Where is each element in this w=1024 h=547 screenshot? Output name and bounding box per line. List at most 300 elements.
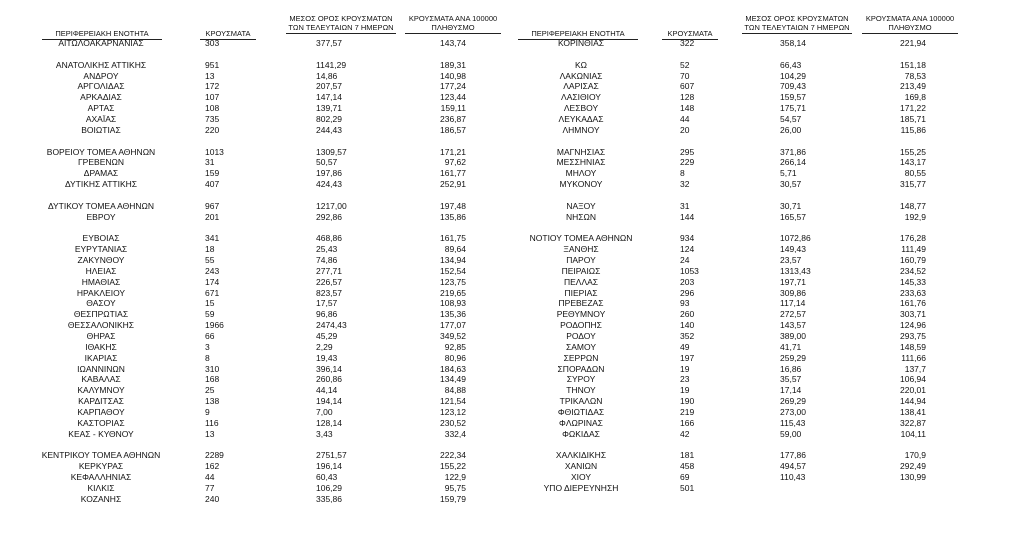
cell-cases: 303 <box>205 38 220 48</box>
cell-rate: 171,21 <box>440 146 466 157</box>
cell-avg: 244,43 <box>316 124 342 135</box>
cell-name: ΚΟΖΑΝΗΣ <box>80 493 122 504</box>
cell-rate: 78,53 <box>904 70 926 81</box>
cell-avg: 277,71 <box>316 265 342 276</box>
cell-name: ΚΑΡΠΑΘΟΥ <box>77 406 125 417</box>
cell-name: ΥΠΟ ΔΙΕΡΕΥΝΗΣΗ <box>543 482 619 493</box>
cell-name: ΠΕΙΡΑΙΩΣ <box>561 265 601 276</box>
cell-cases: 341 <box>205 233 220 244</box>
cell-name: ΛΗΜΝΟΥ <box>562 124 600 135</box>
cell-cases: 77 <box>205 482 215 493</box>
cell-name: ΑΧΑΪΑΣ <box>85 113 117 124</box>
cell-rate: 185,71 <box>900 113 926 124</box>
cell-name: ΑΙΤΩΛΟΑΚΑΡΝΑΝΙΑΣ <box>58 38 144 48</box>
cell-avg: 468,86 <box>316 233 342 244</box>
cell-avg: 60,43 <box>316 472 338 482</box>
cell-avg: 35,57 <box>780 374 802 385</box>
cell-name: ΧΙΟΥ <box>570 472 592 482</box>
cell-rate: 303,71 <box>900 309 926 320</box>
cell-name: ΚΑΛΥΜΝΟΥ <box>77 385 125 396</box>
cell-name: ΔΥΤΙΚΗΣ ΑΤΤΙΚΗΣ <box>64 179 138 190</box>
cell-cases: 20 <box>680 124 690 135</box>
cell-avg: 823,57 <box>316 287 342 298</box>
cell-cases: 124 <box>680 244 695 255</box>
header-rate-line2-right: ΠΛΗΘΥΣΜΟ <box>862 23 958 34</box>
cell-avg: 424,43 <box>316 179 342 190</box>
cell-rate: 123,12 <box>440 406 466 417</box>
cell-name: ΑΝΔΡΟΥ <box>83 70 119 81</box>
cell-rate: 189,31 <box>440 59 466 70</box>
cell-avg: 30,57 <box>780 179 802 190</box>
cell-avg: 7,00 <box>316 406 333 417</box>
header-rate-line1-left: ΚΡΟΥΣΜΑΤΑ ΑΝΑ 100000 <box>408 14 498 23</box>
cell-name: ΚΕΝΤΡΙΚΟΥ ΤΟΜΕΑ ΑΘΗΝΩΝ <box>41 450 161 461</box>
cell-name: ΑΡΤΑΣ <box>87 103 115 114</box>
cell-cases: 108 <box>205 103 220 114</box>
cell-name: ΠΙΕΡΙΑΣ <box>564 287 598 298</box>
cell-avg: 197,71 <box>780 276 806 287</box>
cell-cases: 2289 <box>205 450 224 461</box>
cell-avg: 335,86 <box>316 493 342 504</box>
cell-cases: 951 <box>205 59 220 70</box>
cell-rate: 155,22 <box>440 461 466 472</box>
cell-rate: 161,77 <box>440 168 466 179</box>
cell-rate: 108,93 <box>440 298 466 309</box>
cell-rate: 80,96 <box>444 352 466 363</box>
cell-avg: 389,00 <box>780 330 806 341</box>
cell-rate: 230,52 <box>440 417 466 428</box>
header-region-right: ΠΕΡΙΦΕΡΕΙΑΚΗ ΕΝΟΤΗΤΑ <box>518 29 638 40</box>
cell-rate: 233,63 <box>900 287 926 298</box>
cell-rate: 148,77 <box>900 200 926 211</box>
cell-cases: 168 <box>205 374 220 385</box>
cell-rate: 171,22 <box>900 103 926 114</box>
cell-avg: 50,57 <box>316 157 338 168</box>
cell-rate: 145,33 <box>900 276 926 287</box>
cell-avg: 494,57 <box>780 461 806 472</box>
cell-rate: 111,66 <box>901 352 926 363</box>
cell-name: ΕΒΡΟΥ <box>86 211 116 222</box>
cell-cases: 140 <box>680 320 695 331</box>
cell-name: ΔΡΑΜΑΣ <box>83 168 119 179</box>
cell-name: ΑΡΚΑΔΙΑΣ <box>80 92 122 103</box>
header-avg-line2-right: ΤΩΝ ΤΕΛΕΥΤΑΙΩΝ 7 ΗΜΕΡΩΝ <box>742 23 852 34</box>
cell-cases: 93 <box>680 298 690 309</box>
cell-rate: 123,44 <box>440 92 466 103</box>
cell-rate: 315,77 <box>900 179 926 190</box>
cell-avg: 197,86 <box>316 168 342 179</box>
cell-name: ΠΡΕΒΕΖΑΣ <box>558 298 604 309</box>
cell-cases: 13 <box>205 70 215 81</box>
cell-avg: 149,43 <box>780 244 806 255</box>
cell-avg: 159,57 <box>780 92 806 103</box>
cell-avg: 59,00 <box>780 428 802 439</box>
cell-rate: 169,8 <box>904 92 926 103</box>
cell-avg: 207,57 <box>316 81 342 92</box>
cell-cases: 55 <box>205 255 215 265</box>
cell-cases: 69 <box>680 472 690 482</box>
cell-cases: 107 <box>205 92 220 103</box>
cell-name: ΚΕΑΣ - ΚΥΘΝΟΥ <box>68 428 134 439</box>
cell-avg: 2751,57 <box>316 450 347 461</box>
cell-cases: 201 <box>205 211 220 222</box>
cell-avg: 371,86 <box>780 146 806 157</box>
cell-rate: 177,24 <box>440 81 466 92</box>
cell-avg: 66,43 <box>780 59 802 70</box>
cell-name: ΦΘΙΩΤΙΔΑΣ <box>557 406 605 417</box>
cell-name: ΛΑΚΩΝΙΑΣ <box>559 70 603 81</box>
cell-name: ΝΑΞΟΥ <box>566 200 596 211</box>
cell-cases: 220 <box>205 124 220 135</box>
cell-cases: 1966 <box>205 320 224 331</box>
cell-name: ΚΕΦΑΛΛΗΝΙΑΣ <box>70 472 132 482</box>
cell-rate: 111,49 <box>901 244 926 255</box>
cell-cases: 24 <box>680 255 690 265</box>
cell-cases: 52 <box>680 59 690 70</box>
cell-avg: 194,14 <box>316 396 342 407</box>
cell-rate: 143,17 <box>900 157 926 168</box>
cell-avg: 272,57 <box>780 309 806 320</box>
cell-rate: 184,63 <box>440 363 466 374</box>
cell-name: ΕΥΡΥΤΑΝΙΑΣ <box>74 244 128 255</box>
cell-rate: 106,94 <box>900 374 926 385</box>
cell-name: ΝΗΣΩΝ <box>565 211 597 222</box>
cell-rate: 220,01 <box>900 385 926 396</box>
cell-rate: 177,07 <box>440 320 466 331</box>
cell-rate: 144,94 <box>900 396 926 407</box>
cell-name: ΑΝΑΤΟΛΙΚΗΣ ΑΤΤΙΚΗΣ <box>55 59 147 70</box>
cell-cases: 166 <box>680 417 695 428</box>
cell-cases: 44 <box>205 472 215 482</box>
cell-name: ΜΑΓΝΗΣΙΑΣ <box>556 146 606 157</box>
cell-name: ΠΑΡΟΥ <box>566 255 596 265</box>
header-rate-line1-right: ΚΡΟΥΣΜΑΤΑ ΑΝΑ 100000 <box>865 14 955 23</box>
cell-avg: 110,43 <box>780 472 806 482</box>
cell-cases: 934 <box>680 233 695 244</box>
cell-avg: 269,29 <box>780 396 806 407</box>
header-cases-right: ΚΡΟΥΣΜΑΤΑ <box>662 29 718 40</box>
cell-rate: 80,55 <box>904 168 926 179</box>
cell-rate: 186,57 <box>440 124 466 135</box>
cell-name: ΙΩΑΝΝΙΝΩΝ <box>77 363 125 374</box>
cell-name: ΛΑΣΙΘΙΟΥ <box>561 92 601 103</box>
cell-name: ΚΑΣΤΟΡΙΑΣ <box>77 417 125 428</box>
cell-avg: 273,00 <box>780 406 806 417</box>
cell-name: ΙΚΑΡΙΑΣ <box>84 352 118 363</box>
cell-name: ΡΕΘΥΜΝΟΥ <box>556 309 606 320</box>
cell-rate: 140,98 <box>440 70 466 81</box>
cell-rate: 213,49 <box>900 81 926 92</box>
cell-rate: 322,87 <box>900 417 926 428</box>
cell-cases: 174 <box>205 276 220 287</box>
cell-name: ΔΥΤΙΚΟΥ ΤΟΜΕΑ ΑΘΗΝΩΝ <box>47 200 155 211</box>
header-cases-left: ΚΡΟΥΣΜΑΤΑ <box>200 29 256 40</box>
cell-cases: 501 <box>680 482 695 493</box>
cell-cases: 23 <box>680 374 690 385</box>
cell-name: ΣΠΟΡΑΔΩΝ <box>557 363 605 374</box>
cell-name: ΚΙΛΚΙΣ <box>87 482 115 493</box>
cell-cases: 19 <box>680 385 690 396</box>
cell-rate: 84,88 <box>444 385 466 396</box>
cell-name: ΘΕΣΣΑΛΟΝΙΚΗΣ <box>67 320 135 331</box>
cell-cases: 407 <box>205 179 220 190</box>
cell-rate: 151,18 <box>900 59 926 70</box>
cell-avg: 2474,43 <box>316 320 347 331</box>
cell-name: ΦΛΩΡΙΝΑΣ <box>559 417 603 428</box>
cell-name: ΙΘΑΚΗΣ <box>85 341 117 352</box>
cell-avg: 1072,86 <box>780 233 811 244</box>
cell-name: ΘΕΣΠΡΩΤΙΑΣ <box>73 309 129 320</box>
cell-cases: 116 <box>205 417 219 428</box>
cell-avg: 117,14 <box>780 298 806 309</box>
cell-cases: 159 <box>205 168 220 179</box>
cell-name: ΜΗΛΟΥ <box>565 168 597 179</box>
cell-avg: 259,29 <box>780 352 806 363</box>
cell-rate: 332,4 <box>444 428 466 439</box>
cell-cases: 1013 <box>205 146 224 157</box>
header-region-left: ΠΕΡΙΦΕΡΕΙΑΚΗ ΕΝΟΤΗΤΑ <box>42 29 162 40</box>
cell-avg: 128,14 <box>316 417 342 428</box>
cell-cases: 128 <box>680 92 695 103</box>
cell-cases: 148 <box>680 103 695 114</box>
cell-avg: 802,29 <box>316 113 342 124</box>
cell-cases: 229 <box>680 157 695 168</box>
cell-rate: 97,62 <box>444 157 466 168</box>
cell-rate: 95,75 <box>444 482 466 493</box>
cell-cases: 162 <box>205 461 220 472</box>
cell-cases: 203 <box>680 276 695 287</box>
cell-name: ΗΛΕΙΑΣ <box>85 265 117 276</box>
cell-avg: 175,71 <box>780 103 806 114</box>
cell-avg: 266,14 <box>780 157 806 168</box>
cell-cases: 19 <box>680 363 690 374</box>
cell-cases: 458 <box>680 461 695 472</box>
cell-cases: 296 <box>680 287 695 298</box>
cell-avg: 1313,43 <box>780 265 811 276</box>
cell-rate: 148,59 <box>900 341 926 352</box>
header-rate-line2-left: ΠΛΗΘΥΣΜΟ <box>405 23 501 34</box>
cell-avg: 44,14 <box>316 385 338 396</box>
cell-rate: 192,9 <box>904 211 926 222</box>
cell-cases: 31 <box>205 157 215 168</box>
cell-name: ΜΕΣΣΗΝΙΑΣ <box>556 157 606 168</box>
cell-rate: 159,11 <box>440 103 466 114</box>
cell-cases: 18 <box>205 244 215 255</box>
cell-avg: 96,86 <box>316 309 338 320</box>
cell-avg: 396,14 <box>316 363 342 374</box>
cell-rate: 236,87 <box>440 113 466 124</box>
cell-avg: 14,86 <box>316 70 338 81</box>
cell-avg: 74,86 <box>316 255 338 265</box>
cell-rate: 152,54 <box>440 265 466 276</box>
cell-avg: 358,14 <box>780 38 806 48</box>
cell-avg: 309,86 <box>780 287 806 298</box>
cell-rate: 176,28 <box>900 233 926 244</box>
cell-rate: 134,94 <box>440 255 466 265</box>
cell-name: ΣΥΡΟΥ <box>566 374 596 385</box>
cell-avg: 2,29 <box>316 341 333 352</box>
cell-cases: 310 <box>205 363 220 374</box>
cell-cases: 295 <box>680 146 695 157</box>
cell-rate: 135,86 <box>440 211 466 222</box>
cell-name: ΡΟΔΟΥ <box>566 330 596 341</box>
cell-name: ΛΑΡΙΣΑΣ <box>563 81 599 92</box>
cell-avg: 143,57 <box>780 320 806 331</box>
cell-name: ΘΑΣΟΥ <box>86 298 116 309</box>
cell-cases: 967 <box>205 200 220 211</box>
cell-name: ΖΑΚΥΝΘΟΥ <box>77 255 125 265</box>
cell-name: ΚΩ <box>574 59 588 70</box>
cell-name: ΝΟΤΙΟΥ ΤΟΜΕΑ ΑΘΗΝΩΝ <box>529 233 633 244</box>
cell-rate: 161,76 <box>900 298 926 309</box>
cell-avg: 16,86 <box>780 363 802 374</box>
cell-name: ΣΑΜΟΥ <box>565 341 596 352</box>
cell-cases: 138 <box>205 396 220 407</box>
cell-rate: 159,79 <box>440 493 466 504</box>
cell-avg: 25,43 <box>316 244 338 255</box>
cell-name: ΚΑΡΔΙΤΣΑΣ <box>78 396 124 407</box>
cell-rate: 222,34 <box>440 450 466 461</box>
cell-avg: 45,29 <box>316 330 338 341</box>
cell-rate: 349,52 <box>440 330 466 341</box>
cell-rate: 170,9 <box>904 450 926 461</box>
cell-rate: 252,91 <box>440 179 466 190</box>
cell-name: ΘΗΡΑΣ <box>86 330 116 341</box>
header-avg-line1-right: ΜΕΣΟΣ ΟΡΟΣ ΚΡΟΥΣΜΑΤΩΝ <box>745 14 849 23</box>
cell-rate: 138,41 <box>900 406 926 417</box>
cell-rate: 137,7 <box>904 363 926 374</box>
cell-name: ΗΡΑΚΛΕΙΟΥ <box>76 287 126 298</box>
cell-rate: 234,52 <box>900 265 926 276</box>
cell-cases: 42 <box>680 428 690 439</box>
cell-avg: 41,71 <box>780 341 802 352</box>
cell-cases: 31 <box>680 200 690 211</box>
cell-rate: 219,65 <box>440 287 466 298</box>
cell-cases: 70 <box>680 70 690 81</box>
cell-cases: 240 <box>205 493 220 504</box>
cell-name: ΚΑΒΑΛΑΣ <box>81 374 121 385</box>
cell-rate: 143,74 <box>440 38 466 48</box>
cell-cases: 172 <box>205 81 220 92</box>
cell-name: ΧΑΝΙΩΝ <box>564 461 598 472</box>
cell-rate: 134,49 <box>440 374 466 385</box>
cell-name: ΞΑΝΘΗΣ <box>563 244 599 255</box>
cell-rate: 115,86 <box>900 124 926 135</box>
cell-name: ΛΕΥΚΑΔΑΣ <box>558 113 604 124</box>
cell-rate: 197,48 <box>440 200 466 211</box>
cell-avg: 1141,29 <box>316 59 347 70</box>
cell-name: ΡΟΔΟΠΗΣ <box>560 320 602 331</box>
cell-avg: 147,14 <box>316 92 342 103</box>
cell-cases: 607 <box>680 81 695 92</box>
cell-name: ΒΟΙΩΤΙΑΣ <box>81 124 121 135</box>
cell-cases: 13 <box>205 428 215 439</box>
cell-avg: 292,86 <box>316 211 342 222</box>
cell-avg: 115,43 <box>780 417 806 428</box>
cell-cases: 181 <box>680 450 695 461</box>
cell-rate: 135,36 <box>440 309 466 320</box>
cell-name: ΣΕΡΡΩΝ <box>563 352 599 363</box>
cell-rate: 122,9 <box>444 472 466 482</box>
cell-name: ΕΥΒΟΙΑΣ <box>82 233 120 244</box>
cell-avg: 260,86 <box>316 374 342 385</box>
cell-cases: 32 <box>680 179 690 190</box>
cell-avg: 1217,00 <box>316 200 347 211</box>
cell-cases: 735 <box>205 113 220 124</box>
cell-rate: 130,99 <box>900 472 926 482</box>
cell-rate: 104,11 <box>900 428 926 439</box>
cell-avg: 104,29 <box>780 70 806 81</box>
cell-name: ΚΕΡΚΥΡΑΣ <box>78 461 124 472</box>
cell-rate: 89,64 <box>444 244 466 255</box>
cell-cases: 322 <box>680 38 695 48</box>
cell-avg: 19,43 <box>316 352 338 363</box>
cell-avg: 177,86 <box>780 450 806 461</box>
cell-rate: 221,94 <box>900 38 926 48</box>
cell-cases: 260 <box>680 309 695 320</box>
cell-cases: 144 <box>680 211 695 222</box>
cell-rate: 292,49 <box>900 461 926 472</box>
cell-name: ΦΩΚΙΔΑΣ <box>562 428 600 439</box>
cell-rate: 293,75 <box>900 330 926 341</box>
cell-name: ΧΑΛΚΙΔΙΚΗΣ <box>555 450 607 461</box>
cell-cases: 352 <box>680 330 695 341</box>
cell-cases: 25 <box>205 385 215 396</box>
header-avg-line2-left: ΤΩΝ ΤΕΛΕΥΤΑΙΩΝ 7 ΗΜΕΡΩΝ <box>286 23 396 34</box>
cell-avg: 23,57 <box>780 255 802 265</box>
cell-avg: 3,43 <box>316 428 333 439</box>
cell-cases: 197 <box>680 352 695 363</box>
cell-name: ΤΗΝΟΥ <box>566 385 596 396</box>
cell-cases: 1053 <box>680 265 699 276</box>
cell-name: ΛΕΣΒΟΥ <box>563 103 599 114</box>
cell-name: ΓΡΕΒΕΝΩΝ <box>78 157 124 168</box>
cell-rate: 155,25 <box>900 146 926 157</box>
cell-cases: 59 <box>205 309 215 320</box>
cell-name: ΠΕΛΛΑΣ <box>563 276 599 287</box>
cell-name: ΚΟΡΙΝΘΙΑΣ <box>557 38 605 48</box>
cell-cases: 66 <box>205 330 215 341</box>
cell-rate: 161,75 <box>440 233 466 244</box>
header-avg-line1-left: ΜΕΣΟΣ ΟΡΟΣ ΚΡΟΥΣΜΑΤΩΝ <box>289 14 393 23</box>
cell-avg: 377,57 <box>316 38 342 48</box>
cell-avg: 26,00 <box>780 124 802 135</box>
cell-avg: 196,14 <box>316 461 342 472</box>
cell-cases: 9 <box>205 406 210 417</box>
cell-avg: 106,29 <box>316 482 342 493</box>
cell-avg: 165,57 <box>780 211 806 222</box>
cell-cases: 3 <box>205 341 210 352</box>
cell-avg: 30,71 <box>780 200 802 211</box>
cell-rate: 124,96 <box>900 320 926 331</box>
cell-rate: 123,75 <box>440 276 466 287</box>
cell-cases: 671 <box>205 287 220 298</box>
cell-rate: 121,54 <box>440 396 466 407</box>
cell-name: ΑΡΓΟΛΙΔΑΣ <box>77 81 125 92</box>
cell-cases: 8 <box>205 352 210 363</box>
cell-cases: 44 <box>680 113 690 124</box>
cell-rate: 160,79 <box>900 255 926 265</box>
cell-avg: 54,57 <box>780 113 802 124</box>
cell-name: ΒΟΡΕΙΟΥ ΤΟΜΕΑ ΑΘΗΝΩΝ <box>46 146 156 157</box>
cell-cases: 8 <box>680 168 685 179</box>
cell-avg: 5,71 <box>780 168 797 179</box>
cell-avg: 226,57 <box>316 276 342 287</box>
cell-name: ΜΥΚΟΝΟΥ <box>559 179 603 190</box>
cell-avg: 17,14 <box>780 385 802 396</box>
cell-cases: 190 <box>680 396 695 407</box>
cell-avg: 1309,57 <box>316 146 347 157</box>
